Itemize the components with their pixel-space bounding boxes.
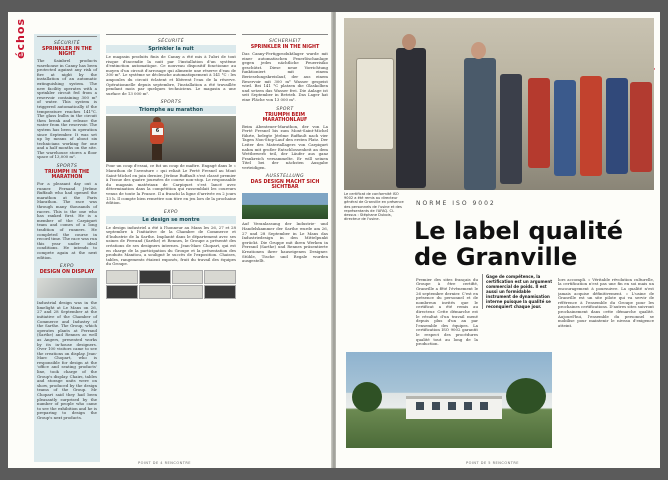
exhibit-photo [139, 270, 171, 284]
page-footer-left: POINT DE 4 RENCONTRE [138, 461, 191, 465]
headline-design-de: DAS DESIGN MACHT SICH SICHTBAR [250, 180, 320, 191]
article-design-fr: Le design industriel a été à l'honneur au Mans les 26, 27 et 28 septembre à l'initiative de la Chambre de Commerce et d'Industrie de la Sarthe. Implanté dans le département avec ses usines de Ferrand (Sarthe) et Rennes, le Groupe a présenté des créations de ses designers internes. Jean-Marc Chopart, qui est en charge de la participation du Groupe et la présentation des produits Manitou, a souligné le succès de l'exposition. Chaises, tables, rangements étaient exposés, fruit du travail des équipes du Groupe. [106, 224, 236, 267]
town-photo [242, 193, 328, 219]
kicker-sports-en: SPORTS [56, 164, 78, 170]
article-sprinkler-en: The Sainbrel products warehouse in Canny has been protected against any risk of fire at night by the installation of an automatic extinguishing system. The new facility operates with a sprinkler circuit fed from a reservoir containing 300 m³ of water. This system is triggered automatically if the temperature reaches 141°C. The glass bulbs in the circuit then break and release the water from the reservoir. The system has been in operation since September. It was set up by means of about six technicians working for one and a half months on the site. The warehouse stores a floor space of 13,000 m². [37, 58, 97, 160]
kicker-sports-fr: SPORTS [160, 100, 182, 106]
left-page [8, 12, 332, 468]
headline-sprinkler-fr: Sprinkler la nuit [106, 45, 236, 53]
article-marathon-en: For a pleasant day out a runner. Fernand Jérôme Ruffault who had opened the marathon at the Paris Marathon. The race was through many thousands of racers. This is the one who has ranked first. He is a member of the Carpiquet team and comes of a long tradition of runners. He completed the course in record time. The race was run this year under ideal conditions. He intends to compete again at the next edition. [37, 181, 97, 260]
kicker-sicherheit-de: SICHERHEIT [269, 39, 301, 44]
article-marathon-de: Beim Abenteuer-Marathon, der von La Ferté Fresnel bis zum Mont-Saint-Michel führte, belegte Jérôme Ruffault nach vier Tagen Non-Stop-Lauf den ersten Platz. Der Leiter des Materiallagers von Carpiquet nahm mit großer Entschlossenheit an dem Wettbewerb teil, der Läufer aus ganz Frankreich versammelte. Er will seinen Titel bei der nächsten Ausgabe verteidigen. [242, 123, 328, 170]
article-body-col3: lors accompli. « Véritable révolution culturelle, la certification n'est pas une fin en soi mais un encouragement à poursuivre. La qualité n'est jamais acquise définitivement. » L'usine de Granville est un site pilote qui va servir de référence à l'ensemble du Groupe pour les prochaines certifications. D'autres sites suivront prochainement dans cette démarche qualité. Aujourd'hui, l'ensemble du personnel se mobilise pour maintenir le niveau d'exigence atteint. [558, 277, 654, 328]
photo-caption: Le certificat de conformité ISO 9002 a été remis au directeur général de Granville en présence des personnels de l'usine et des représentants de l'AFAQ. Ci-dessus : Stéphane Dubois, directeur de l'usine. [344, 192, 404, 222]
headline-marathon-de: TRIUMPH BEIM MARATHONLAUF [262, 112, 308, 123]
english-column [34, 34, 100, 462]
kicker-expo-en: EXPO [59, 264, 75, 270]
exhibit-photo [106, 270, 138, 284]
framed-certificate [356, 58, 394, 150]
headline-sprinkler-de: SPRINKLER IN THE NIGHT [250, 45, 320, 50]
exhibit-photo [106, 285, 138, 299]
runner-bib: 6 [152, 128, 163, 135]
runner-photo [106, 116, 236, 162]
french-column [106, 34, 236, 299]
kicker-sport-de: SPORT [276, 106, 294, 112]
page-footer-right: POINT DE 5 RENCONTRE [466, 461, 519, 465]
headline-marathon-en: TRIUMPH IN THE MARATHON [44, 170, 90, 181]
exhibit-photo [204, 270, 236, 284]
person-suit [396, 48, 426, 188]
section-tab-echos: échos [14, 18, 27, 59]
headline-design-en: DESIGN ON DISPLAY [39, 270, 95, 276]
kicker-expo-fr: EXPO [163, 209, 179, 215]
exhibit-photo [172, 285, 204, 299]
german-column [242, 34, 328, 264]
title-line-2: de Granville [414, 243, 578, 271]
right-page [336, 12, 660, 468]
article-sprinkler-de: Das Canny-Fertigproduktlager wurde mit einer automatischen Feuerlöschanlage gegen jedes nächtliche Feuerrisiko geschützt. Diese neue Vorrichtung funktioniert mit einem Berieselungskreislauf, der aus einem Reservoir mit 300 m³ Wasser gespeist wird. Bei 141 °C platzen die Glaskolben und setzen das Wasser frei. Die Anlage ist seit September in Betrieb. Das Lager hat eine Fläche von 13 000 m². [242, 51, 328, 102]
design-exhibition-photos [106, 270, 236, 299]
article-design-de: Auf Veranlassung der Industrie- und Handelskammer der Sarthe wurde am 26, 27 und 28 September in Le Mans das Industriedesign in den Mittelpunkt gerückt. Die Gruppe mit ihren Werken in Ferrand (Sarthe) und Rennes präsentierte Kreationen ihrer hauseigenen Designer. Stühle, Tische und Regale wurden ausgestellt. [242, 221, 328, 264]
article-body-col1: Premier des sites français du Groupe à être certifié, Granville a fêté l'évènement le 26 septembre dernier. C'est en présence du personnel et de nombreux invités que le certificat a été remis au directeur. Cette démarche est le résultat d'un travail mené depuis plus d'un an par l'ensemble des équipes. La certification ISO 9002 garantit le respect des procédures qualité tout au long de la production. [416, 276, 478, 347]
article-design-en: Industrial design was in the limelight at Le Mans on 26, 27 and 28 September at the initiative of the Chamber of Commerce and Industry of the Sarthe. The Group, which operates plants at Ferrand (Sarthe) and Rennes as well as Angers, presented works by its in-house designers. Over 100 visitors came to see the creations on display. Jean-Marc Chopart, who is responsible for design at the 'office and seating products' line, took charge of the Group's display. Chairs, tables and storage units were on show, produced by the design teams of the Group. Mr Chopart said they had been pleasantly surprised by the number of people who came to see the exhibition and he is preparing to design the Group's next products. [37, 300, 97, 420]
article-intro: Gage de compétence, la certification est un argument commercial de poids. Il est aussi un formidable instrument de dynamisation interne puisque la qualité se reconquiert chaque jour. [482, 274, 556, 309]
factory-building-photo [346, 352, 552, 448]
exhibit-photo [204, 285, 236, 299]
headline-design-fr: Le design se montre [106, 216, 236, 224]
title-line-1: Le label qualité [414, 217, 624, 245]
norme-label: NORME ISO 9002 [416, 200, 496, 207]
article-sprinkler-fr: Le magasin produits finis de Canny a été mis à l'abri de tout risque d'incendie la nuit par l'installation d'un système d'extinction automatique. Ce nouveau dispositif fonctionne au moyen d'un circuit d'arrosage qui alimente une réserve d'eau de 300 m³. Le système se déclenche automatiquement à 141 °C : les ampoules du circuit éclatent et libèrent l'eau de la réserve. Opérationnelle depuis septembre, l'installation a été travaillée pendant mois par quelques techniciens. Le magasin a une surface de 13 000 m². [106, 54, 236, 96]
person-red [528, 78, 550, 168]
ceremony-photo [344, 18, 654, 190]
exhibit-photo [139, 285, 171, 299]
kicker-ausstellung-de: AUSSTELLUNG [265, 174, 305, 180]
article-marathon-fr: Pour un coup d'essai, ce fut un coup de maître. Engagé dans le « Marathon de l'aventure » qui reliait Le Ferté Fresnel au Mont Saint-Michel en juin dernier, Jérôme Ruffault s'est classé premier à l'issue des quatre journées de course non-stop. Le responsable du magasin matériaux de Carpiquet s'est lancé avec détermination dans la compétition qui rassemblait les coureurs venus de toute la France. Il a franchi la ligne d'arrivée en 2 jours 13 h. Il compte bien remettre son titre en jeu lors de la prochaine édition. [106, 163, 236, 206]
kicker-securite-fr: SÉCURITÉ [157, 39, 185, 44]
headline-marathon-fr: Triomphe au marathon [106, 106, 236, 114]
headline-sprinkler-en: SPRINKLER IN THE NIGHT [42, 47, 92, 57]
exhibit-photo [172, 270, 204, 284]
article-title [414, 218, 654, 270]
design-screen-photo [37, 278, 97, 298]
kicker-security-en: SÉCURITÉ [53, 41, 81, 46]
person-suit [464, 58, 496, 190]
